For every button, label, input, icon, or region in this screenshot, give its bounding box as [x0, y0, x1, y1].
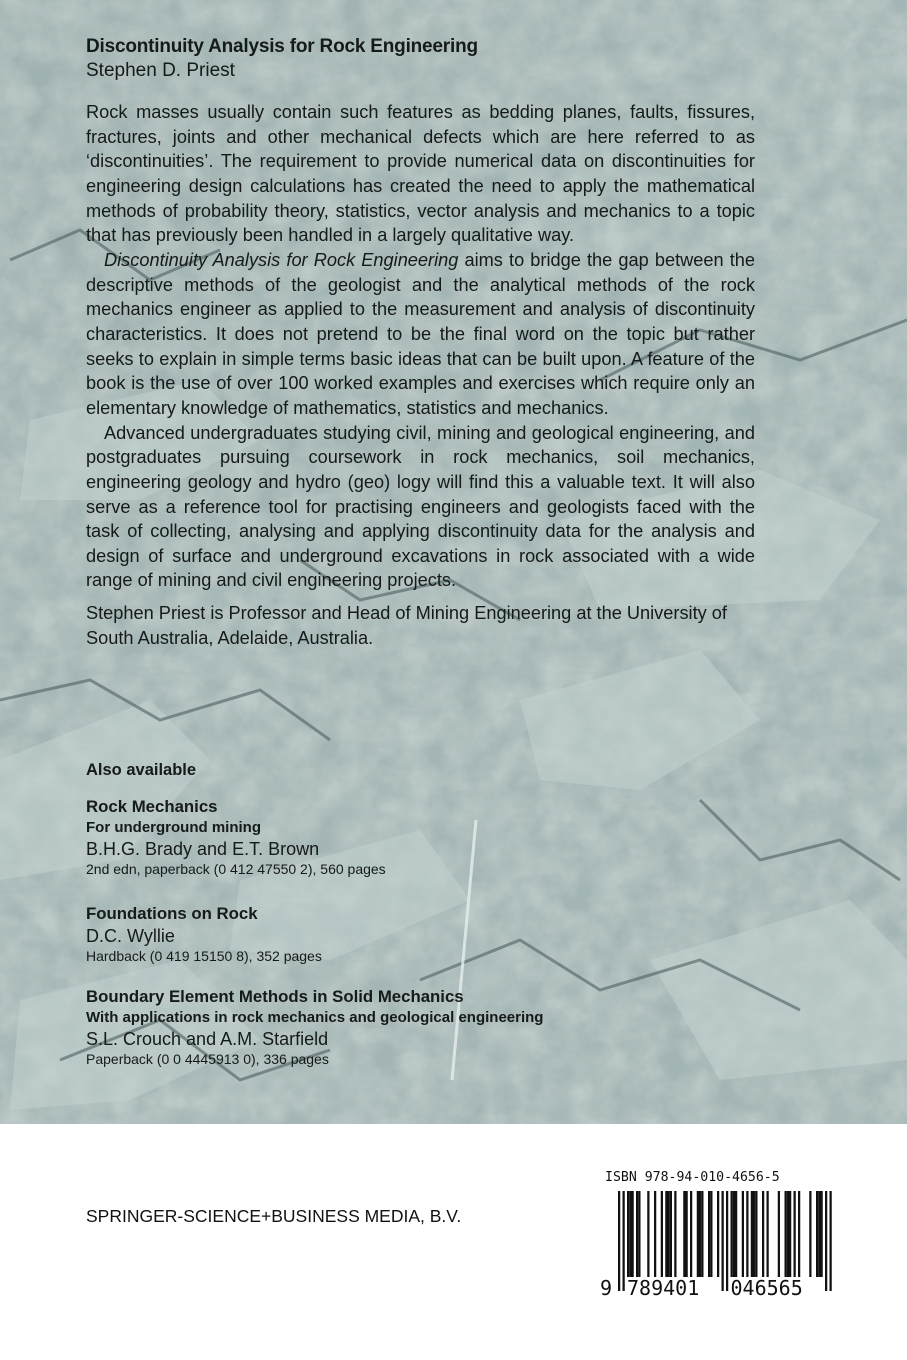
publisher-name: SPRINGER-SCIENCE+BUSINESS MEDIA, B.V. [86, 1206, 462, 1226]
barcode-bar [638, 1191, 640, 1277]
barcode-bar [746, 1191, 748, 1277]
book-author: Stephen D. Priest [86, 60, 235, 81]
author-bio: Stephen Priest is Professor and Head of Mining Engineering at the University of South Australia, Adelaide, Australia. [86, 603, 727, 648]
barcode-bar [767, 1191, 769, 1277]
related-book-details: Paperback (0 0 4445913 0), 336 pages [86, 1051, 329, 1067]
barcode-bar [731, 1191, 733, 1277]
barcode-bar [778, 1191, 780, 1277]
barcode-left-digits: 789401 [627, 1276, 700, 1299]
related-book-title: Rock Mechanics [86, 797, 218, 816]
barcode-bar [683, 1191, 685, 1277]
barcode-bar [647, 1191, 649, 1277]
related-book [86, 796, 726, 879]
barcode-bar [742, 1191, 744, 1277]
related-book-authors: B.H.G. Brady and E.T. Brown [86, 839, 320, 859]
barcode-bar [789, 1191, 791, 1277]
barcode-bar [627, 1191, 629, 1277]
related-book-details: 2nd edn, paperback (0 412 47550 2), 560 pages [86, 861, 386, 877]
barcode-bar [809, 1191, 811, 1277]
related-book-authors: D.C. Wyllie [86, 926, 175, 946]
ean13-barcode [594, 1189, 848, 1299]
barcode-bar [618, 1191, 620, 1291]
barcode-bar [686, 1191, 688, 1277]
barcode-bar [708, 1191, 710, 1277]
barcode-right-digits: 046565 [730, 1276, 803, 1299]
barcode-bar [762, 1191, 764, 1277]
book-title: Discontinuity Analysis for Rock Engineering [86, 36, 478, 57]
barcode-bar [654, 1191, 656, 1277]
barcode-bar [632, 1191, 634, 1277]
barcode-bar [751, 1191, 753, 1277]
barcode-bar [785, 1191, 787, 1277]
barcode-bar [674, 1191, 676, 1277]
barcode-bar [726, 1191, 728, 1291]
barcode-bar [816, 1191, 818, 1277]
related-book-authors: S.L. Crouch and A.M. Starfield [86, 1029, 329, 1049]
related-book-title: Boundary Element Methods in Solid Mechanics [86, 987, 464, 1006]
barcode-bar [821, 1191, 823, 1277]
barcode-bar [623, 1191, 625, 1291]
barcode-bar [717, 1191, 719, 1277]
barcode-bar [701, 1191, 703, 1277]
barcode-bar [697, 1191, 699, 1277]
book-description [86, 100, 755, 650]
barcode-bar [755, 1191, 757, 1277]
barcode-bar [722, 1191, 724, 1291]
related-book-title: Foundations on Rock [86, 904, 258, 923]
description-paragraph [86, 248, 755, 421]
barcode-bar [670, 1191, 672, 1277]
barcode-first-digit: 9 [600, 1276, 613, 1299]
italic-book-title: Discontinuity Analysis for Rock Engineering [104, 249, 459, 270]
barcode-bar [690, 1191, 692, 1277]
barcode-bar [794, 1191, 796, 1277]
barcode-bar [710, 1191, 712, 1277]
barcode-bar [661, 1191, 663, 1277]
barcode-bar [636, 1191, 638, 1277]
also-available-heading: Also available [86, 761, 197, 779]
barcode-bar [668, 1191, 670, 1277]
barcode-bar [818, 1191, 820, 1277]
description-text: aims to bridge the gap between the descriptive methods of the geologist and the analytical methods of the rock mechanics engineer as applied to the measurement and analysis of discontinuity characteristics. It does not pretend to be the final word on the topic but rather seeks to explain in simple terms basic ideas that can be built upon. A feature of the book is the use of over 100 worked examples and exercises which require only an elementary knowledge of mathematics, statistics and mechanics. [86, 249, 756, 418]
barcode-bar [699, 1191, 701, 1277]
barcode-bar [753, 1191, 755, 1277]
related-book [86, 986, 726, 1069]
description-paragraph: Advanced undergraduates studying civil, mining and geological engineering, and postgraduates pursuing coursework in rock mechanics, soil mechanics, engineering geology and hydro (geo) logy will find this a valuable text. It will also serve as a reference tool for practising engineers and geologists faced with the task of collecting, analysing and applying discontinuity data for the analysis and design of surface and underground excavations in rock associated with a wide range of mining and civil engineering projects. [86, 422, 755, 591]
related-book-subtitle: For underground mining [86, 819, 261, 836]
barcode-bar [798, 1191, 800, 1277]
isbn-label: ISBN 978-94-010-4656-5 [605, 1170, 780, 1185]
description-paragraph: Rock masses usually contain such features as bedding planes, faults, fissures, fractures, joints and other mechanical defects which are here referred to as ‘discontinuities’. The requirement to provide numerical data on discontinuities for engineering design calculations has created the need to apply the mathematical methods of probability theory, statistics, vector analysis and mechanics to a topic that has previously been handled in a largely qualitative way. [86, 102, 755, 246]
related-book-subtitle: With applications in rock mechanics and geological engineering [86, 1009, 544, 1026]
barcode-bar [830, 1191, 832, 1291]
related-book [86, 903, 726, 966]
barcode-bar [733, 1191, 735, 1277]
barcode-bar [787, 1191, 789, 1277]
barcode-bar [665, 1191, 667, 1277]
related-book-details: Hardback (0 419 15150 8), 352 pages [86, 948, 322, 964]
barcode-bar [735, 1191, 737, 1277]
barcode-bar [825, 1191, 827, 1291]
barcode-bar [629, 1191, 631, 1277]
